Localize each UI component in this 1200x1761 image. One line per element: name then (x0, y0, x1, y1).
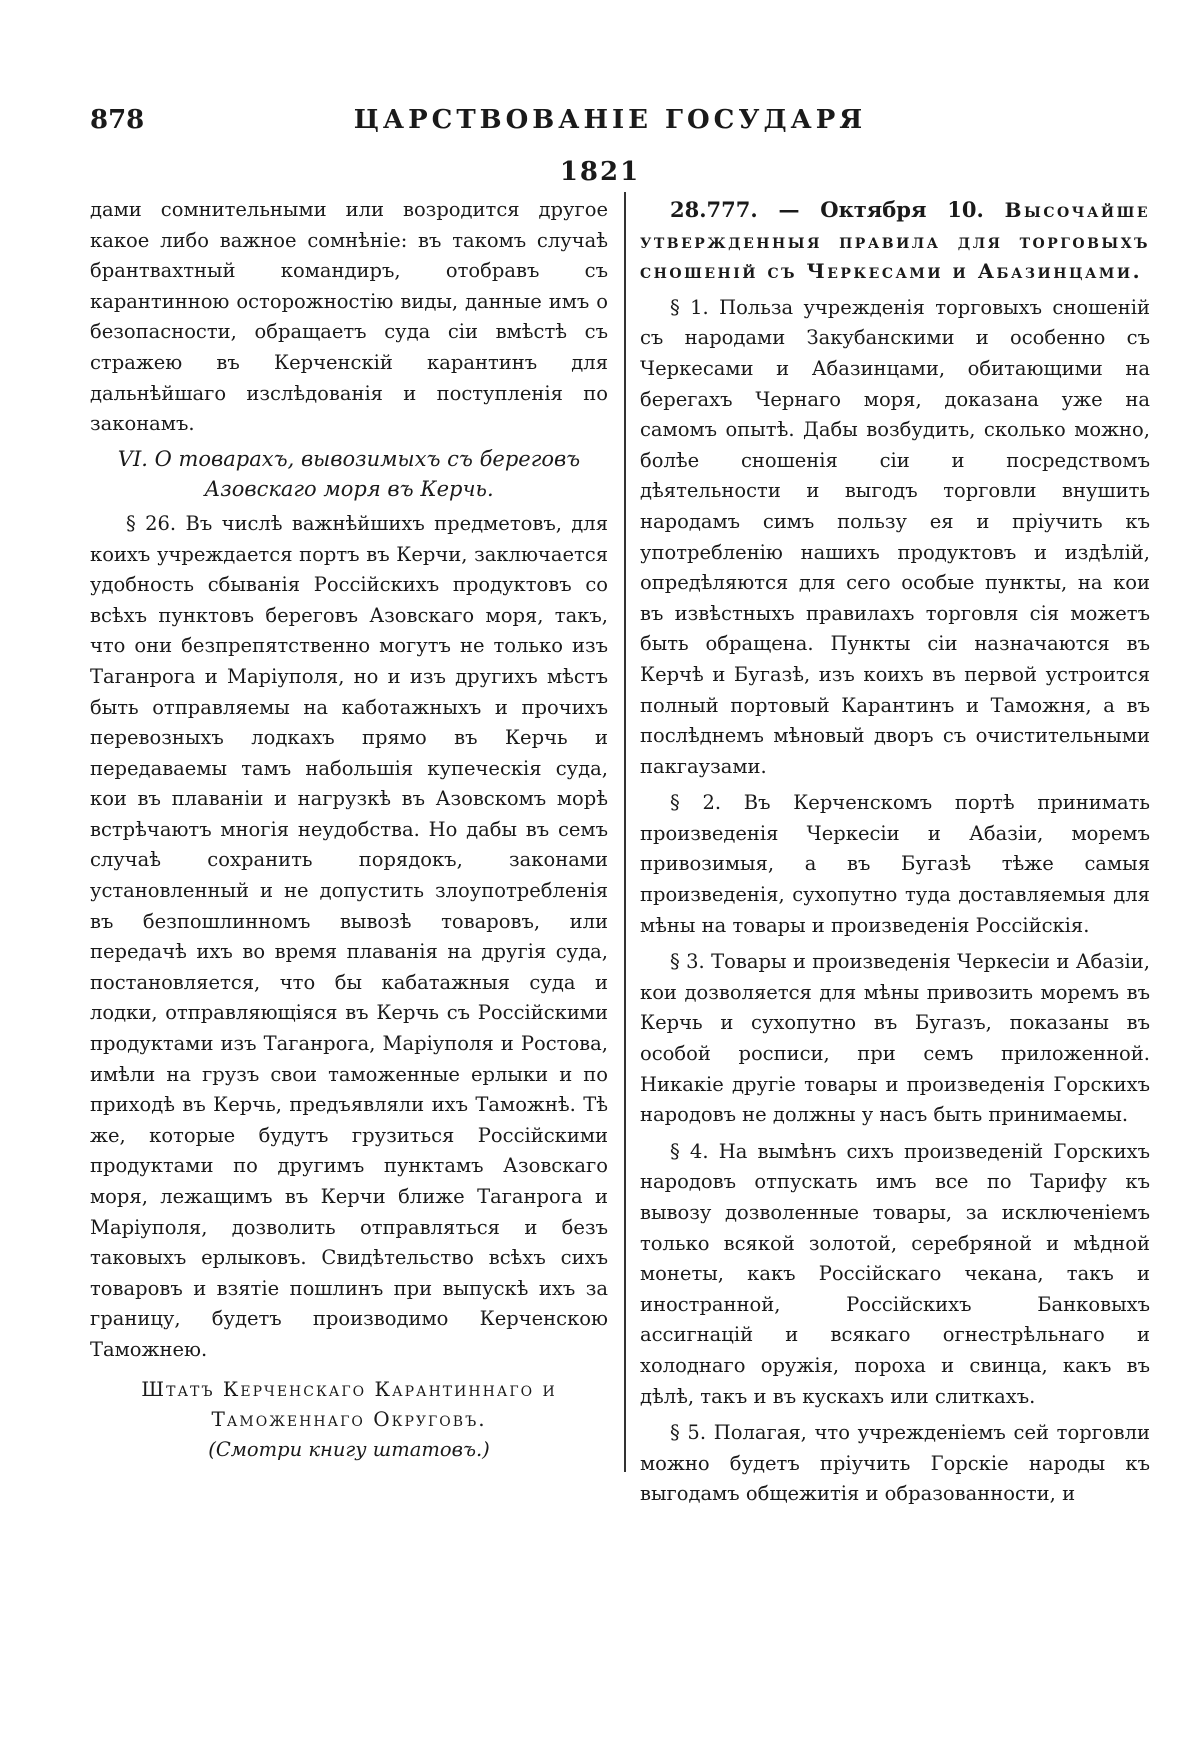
paragraph-1: § 1. Польза учрежденія торговыхъ сношеній съ народами Закубанскими и особенно съ Черкесами и Абазинцами, обитающими на берегахъ Чернаго моря, доказана уже на самомъ опытѣ. Дабы возбудить, сколько можно, болѣе сношенія сіи и посредствомъ дѣятельности и выгодъ торговли внушить народамъ симъ пользу ея и пріучить къ употребленію нашихъ продуктовъ и издѣлій, опредѣляются для сего особые пункты, на кои въ извѣстныхъ правилахъ торговля сія можетъ быть обращена. Пункты сіи назначаются въ Керчѣ и Бугазѣ, изъ коихъ въ первой устроится полный портовый Карантинъ и Таможня, а въ послѣднемъ мѣновый дворъ съ очистительными пакгаузами. (640, 295, 1150, 778)
decree-title: Высочайше утвержденныя правила для торговыхъ сношеній съ Черкесами и Абазинцами. (640, 198, 1150, 284)
section-heading (90, 444, 608, 505)
paragraph-3: § 3. Товары и произведенія Черкесіи и Абазіи, кои дозволяется для мѣны привозить моремъ въ Керчь и сухопутно въ Бугазъ, показаны въ особой росписи, при семъ приложенной. Никакіе другіе товары и произведенія Горскихъ народовъ не должны у насъ быть принимаемы. (640, 950, 1150, 1127)
running-title: ЦАРСТВОВАНІЕ ГОСУДАРЯ (353, 105, 867, 135)
staff-reference: (Смотри книгу штатовъ.) (208, 1437, 490, 1461)
page-header (90, 105, 1130, 145)
left-column (90, 195, 608, 1465)
year-heading: 1821 (559, 157, 641, 187)
right-column (640, 195, 1150, 1510)
staff-title-line-1: Штатъ Керченскаго Карантиннаго и (141, 1376, 557, 1401)
decree-number: 28.777. — Октября 10. (670, 197, 984, 222)
page-number: 878 (90, 105, 145, 135)
decree-heading (640, 195, 1150, 287)
column-divider (624, 192, 626, 1472)
paragraph-2: § 2. Въ Керченскомъ портѣ принимать произведенія Черкесіи и Абазіи, моремъ привозимыя, а въ Бугазѣ тѣже самыя произведенія, сухопутно туда доставляемыя для мѣны на товары и произведенія Россійскія. (640, 791, 1150, 937)
staff-title (90, 1374, 608, 1435)
paragraph-5: § 5. Полагая, что учрежденіемъ сей торговли можно будетъ пріучить Горскіе народы къ выгодамъ общежитія и образованности, и (640, 1421, 1150, 1506)
staff-title-line-2: Таможеннаго Округовъ. (211, 1407, 487, 1432)
section-heading-line-2: Азовскаго моря въ Керчь. (204, 477, 494, 502)
section-heading-line-1: VI. О товарахъ, вывозимыхъ съ береговъ (117, 446, 581, 471)
paragraph-26: § 26. Въ числѣ важнѣйшихъ предметовъ, для коихъ учреждается портъ въ Керчи, заключается удобность сбыванія Россійскихъ продуктовъ со всѣхъ пунктовъ береговъ Азовскаго моря, такъ, что они безпрепятственно могутъ не только изъ Таганрога и Маріуполя, но и изъ другихъ мѣстъ быть отправляемы на каботажныхъ и прочихъ перевозныхъ лодкахъ прямо въ Керчь и передаваемы тамъ набольшія купеческія суда, кои въ плаваніи и нагрузкѣ въ Азовскомъ морѣ встрѣчаютъ многія неудобства. Но дабы въ семъ случаѣ сохранить порядокъ, законами установленный и не допустить злоупотребленія въ безпошлинномъ вывозѣ товаровъ, или передачѣ ихъ во время плаванія на другія суда, постановляется, что бы кабатажныя суда и лодки, отправляющіяся въ Керчь съ Россійскими продуктами изъ Таганрога, Маріуполя и Ростова, имѣли на грузъ свои таможенные ерлыки и по приходѣ въ Керчь, предъявляли ихъ Таможнѣ. Тѣ же, которые будутъ грузиться Россійскими продуктами по другимъ пунктамъ Азовскаго моря, лежащимъ въ Керчи ближе Таганрога и Маріуполя, дозволить отправляться и безъ таковыхъ ерлыковъ. Свидѣтельство всѣхъ сихъ товаровъ и взятіе пошлинъ при выпускѣ ихъ за границу, будетъ производимо Керченскою Таможнею. (90, 511, 608, 1361)
continuation-paragraph: дами сомнительными или возродится другое какое либо важное сомнѣніе: въ такомъ случаѣ брантвахтный командиръ, отобравъ съ карантинною осторожностію виды, данные имъ о безопасности, обращаетъ суда сіи вмѣстѣ съ стражею въ Керченскій карантинъ для дальнѣйшаго изслѣдованія и поступленія по законамъ. (90, 198, 608, 436)
paragraph-4: § 4. На вымѣнъ сихъ произведеній Горскихъ народовъ отпускать имъ все по Тарифу къ вывозу дозволенные товары, за исключеніемъ только всякой золотой, серебряной и мѣдной монеты, какъ Россійскаго чекана, такъ и иностранной, Россійскихъ Банковыхъ ассигнацій и всякаго огнестрѣльнаго и холоднаго оружія, пороха и свинца, какъ въ дѣлѣ, такъ и въ кускахъ или слиткахъ. (640, 1139, 1150, 1408)
